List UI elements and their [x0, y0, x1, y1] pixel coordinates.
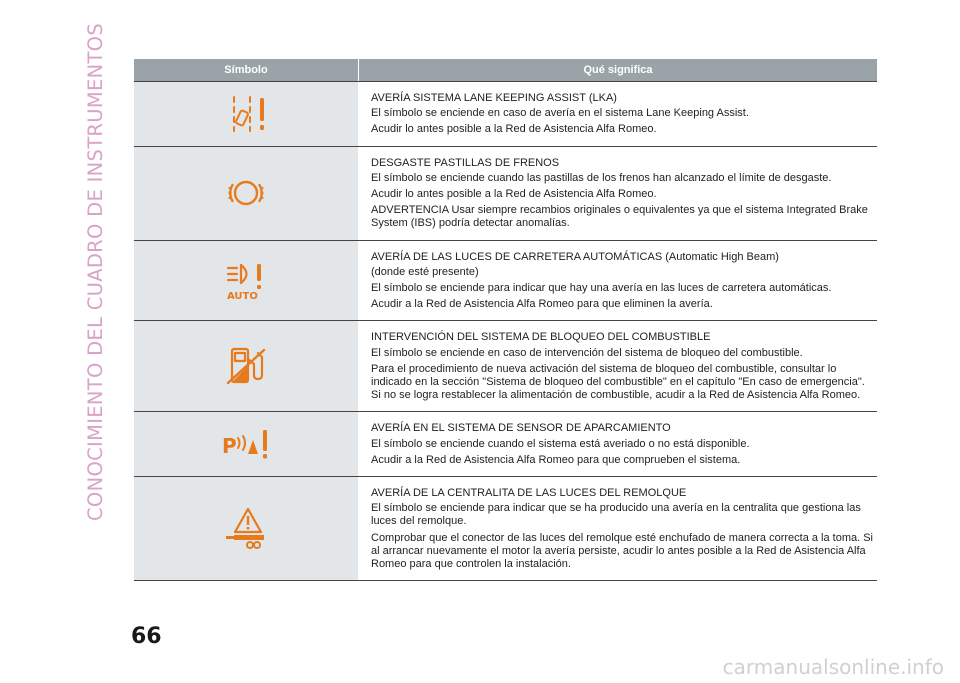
row-text: (donde esté presente) — [371, 265, 479, 278]
row-title: AVERÍA DE LAS LUCES DE CARRETERA AUTOMÁTICAS (Automatic High Beam) — [371, 250, 779, 263]
symbol-cell — [134, 241, 358, 321]
row-text: El símbolo se enciende cuando el sistema está averiado o no está disponible. — [371, 437, 750, 450]
row-text: ADVERTENCIA Usar siempre recambios originales o equivalentes ya que el sistema Integrated Brake System (IBS) podría detectar anomalías. — [371, 204, 868, 230]
table-row — [134, 81, 877, 146]
table-row — [134, 240, 877, 321]
brake-pad-wear-icon — [224, 175, 268, 211]
row-text: El símbolo se enciende en caso de avería en el sistema Lane Keeping Assist. — [371, 107, 749, 120]
table-row — [134, 320, 877, 411]
chapter-title: CONOCIMIENTO DEL CUADRO DE INSTRUMENTOS — [84, 23, 107, 521]
parking-sensor-fault-icon — [220, 426, 272, 462]
symbol-cell — [134, 412, 358, 476]
row-title: AVERÍA SISTEMA LANE KEEPING ASSIST (LKA) — [371, 92, 617, 104]
watermark: carmanualsonline.info — [722, 655, 944, 679]
page-number: 66 — [131, 624, 162, 649]
trailer-light-fault-icon — [224, 506, 268, 552]
row-title: AVERÍA EN EL SISTEMA DE SENSOR DE APARCAMIENTO — [371, 422, 671, 435]
table-row — [134, 476, 877, 581]
parking-letter: P — [222, 434, 237, 459]
row-text: Acudir a la Red de Asistencia Alfa Romeo para que eliminen la avería. — [371, 298, 713, 311]
table-row — [134, 146, 877, 240]
row-text: El símbolo se enciende en caso de intervención del sistema de bloqueo del combustible. — [371, 346, 803, 359]
row-text: El símbolo se enciende cuando las pastillas de los frenos han alcanzado el límite de desgaste. — [371, 171, 832, 184]
row-title: INTERVENCIÓN DEL SISTEMA DE BLOQUEO DEL COMBUSTIBLE — [371, 331, 711, 344]
meaning-cell — [358, 477, 877, 580]
row-text: Comprobar que el conector de las luces del remolque esté enchufado de manera correcta a la toma. Si al arrancar nuevamente el motor la avería persiste, acudir lo antes posible a la Red de Asistencia Alfa Romeo para que controlen la instalación. — [371, 531, 874, 571]
meaning-cell — [358, 241, 877, 321]
header-symbol: Símbolo — [224, 64, 268, 76]
row-text: Acudir lo antes posible a la Red de Asistencia Alfa Romeo. — [371, 123, 657, 136]
meaning-cell — [358, 321, 877, 411]
auto-high-beam-fault-icon — [224, 261, 268, 301]
table-header — [134, 59, 877, 81]
row-text: Para el procedimiento de nueva activación del sistema de bloqueo del combustible, consultar lo indicado en la sección "Sistema de bloqueo del combustible" en el capítulo "En caso de emergencia". Si no se logra restablecer la alimentación de combustible, acudir a la Red de Asistencia Alfa Romeo. — [371, 362, 865, 402]
symbol-cell — [134, 82, 358, 146]
lane-keeping-fault-icon — [224, 94, 268, 134]
row-title: AVERÍA DE LA CENTRALITA DE LAS LUCES DEL REMOLQUE — [371, 487, 687, 500]
fuel-cutoff-icon — [224, 345, 268, 387]
meaning-cell — [358, 82, 877, 146]
meaning-cell — [358, 147, 877, 240]
symbol-table — [134, 59, 877, 581]
header-meaning: Qué significa — [358, 59, 877, 81]
row-text: El símbolo se enciende para indicar que se ha producido una avería en la centralita que gestiona las luces del remolque. — [371, 502, 861, 528]
auto-label: AUTO — [227, 290, 258, 301]
symbol-cell — [134, 477, 358, 580]
meaning-cell — [358, 412, 877, 476]
table-row — [134, 411, 877, 476]
row-text: El símbolo se enciende para indicar que hay una avería en las luces de carretera automáticas. — [371, 282, 832, 295]
symbol-cell — [134, 147, 358, 240]
row-text: Acudir lo antes posible a la Red de Asistencia Alfa Romeo. — [371, 188, 657, 201]
row-text: Acudir a la Red de Asistencia Alfa Romeo para que comprueben el sistema. — [371, 453, 741, 466]
symbol-cell — [134, 321, 358, 411]
row-title: DESGASTE PASTILLAS DE FRENOS — [371, 156, 560, 169]
